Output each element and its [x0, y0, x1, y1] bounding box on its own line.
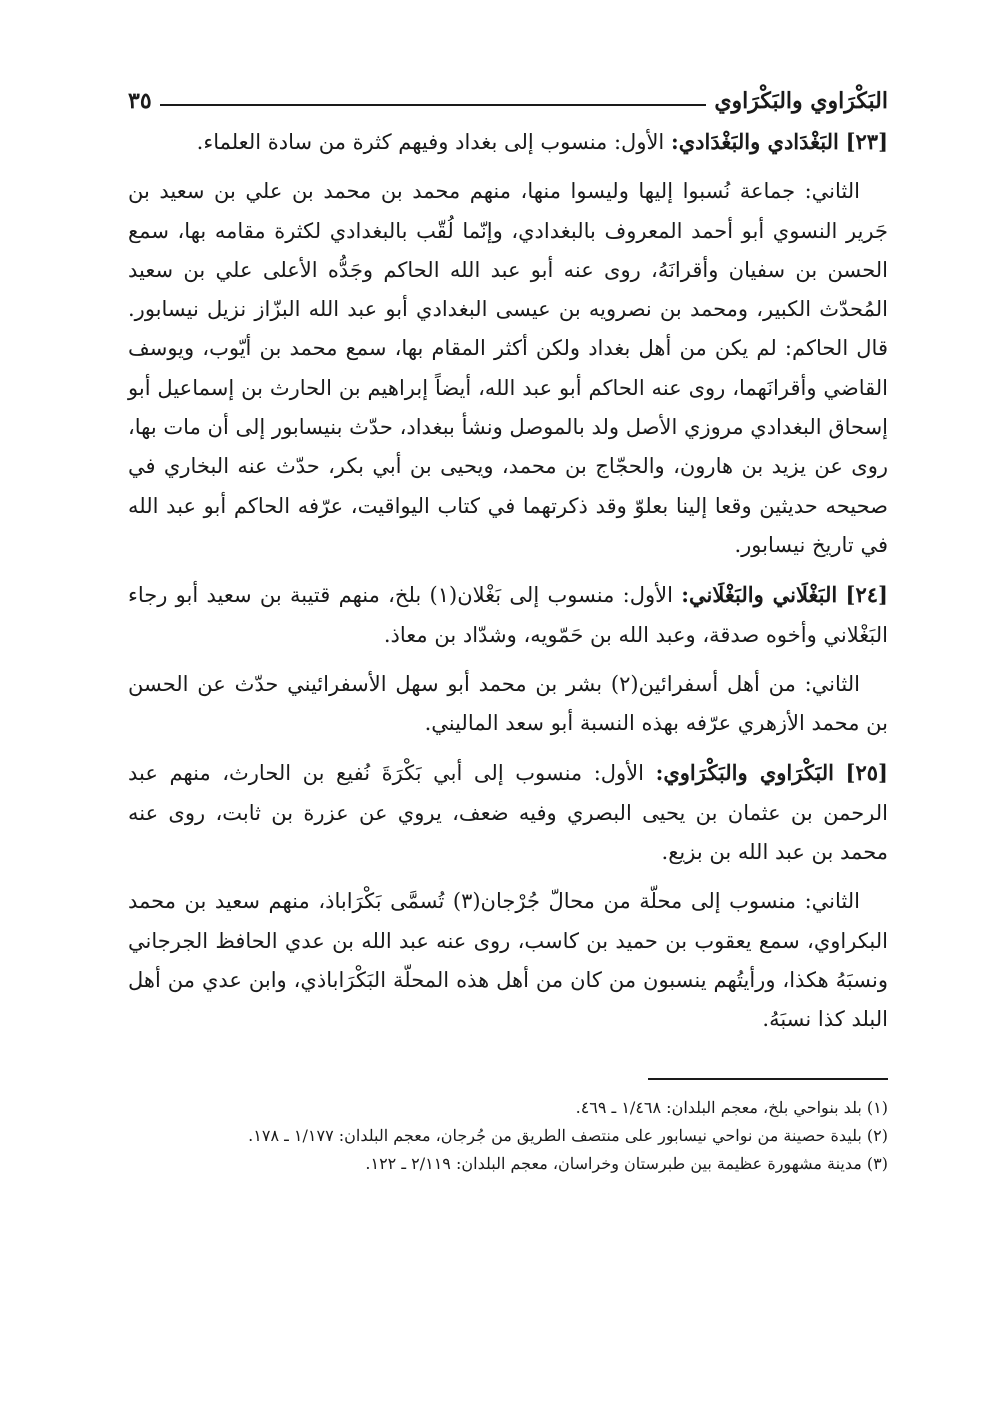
footnote-1: (١) بلد بنواحي بلخ، معجم البلدان: ١/٤٦٨ ـ ٤٦٩. [575, 1097, 888, 1117]
page-number: ٣٥ [128, 88, 152, 114]
entry-title: البَكْرَاوي والبَكْرَاوي: [655, 760, 834, 786]
entry-23 [128, 122, 888, 162]
footnote-3: (٣) مدينة مشهورة عظيمة بين طبرستان وخراسان، معجم البلدان: ٢/١١٩ ـ ١٢٢. [365, 1153, 888, 1173]
page-body [128, 122, 888, 1040]
entry-24-second: الثاني: من أهل أسفرائين(٢) بشر بن محمد أبو سهل الأسفرائيني حدّث عن الحسن بن محمد الأزهري عرّفه بهذه النسبة أبو سعد الماليني. [128, 671, 888, 736]
entry-first-text: الأول: منسوب إلى بَغْلان(١) بلخ، منهم قتيبة بن سعيد أبو رجاء البَغْلاني وأخوه صدقة، وعبد الله بن حَمّويه، وشدّاد بن معاذ. [128, 583, 888, 647]
entry-23-second: الثاني: جماعة نُسبوا إليها وليسوا منها، منهم محمد بن محمد بن علي بن سعيد بن جَرير النسوي أبو أحمد المعروف بالبغدادي، وإنّما لُقّب بالبغدادي لكثرة مقامه بها، سمع الحسن بن سفيان وأقرانَهُ، روى عنه أبو عبد الله الحاكم وجَدُّه الأعلى علي بن سعيد المُحدّث الكبير، ومحمد بن نصرويه بن عيسى البغدادي أبو عبد الله البزّاز نزيل نيسابور. قال الحاكم: لم يكن من أهل بغداد ولكن أكثر المقام بها، سمع محمد بن أيّوب، ويوسف القاضي وأقرانَهما، روى عنه الحاكم أبو عبد الله، أيضاً إبراهيم بن الحارث بن إسماعيل أبو إسحاق البغدادي مروزي الأصل ولد بالموصل ونشأ ببغداد، حدّث بنيسابور إلى أن مات بها، روى عن يزيد بن هارون، والحجّاج بن محمد، ويحيى بن أبي بكر، حدّث عنه البخاري في صحيحه حديثين وقعا إلينا بعلوّ وقد ذكرتهما في كتاب اليواقيت، عرّفه الحاكم أبو عبد الله في تاريخ نيسابور. [128, 179, 888, 557]
running-header [128, 80, 888, 114]
entry-25-second: الثاني: منسوب إلى محلّة من محالّ جُرْجان(٣) تُسمَّى بَكْرَاباذ، منهم سعيد بن محمد البكراوي، سمع يعقوب بن حميد بن كاسب، روى عنه عبد الله بن عدي الحافظ الجرجاني ونسبَهُ هكذا، ورأيتُهم ينسبون من كان من أهل هذه المحلّة البَكْرَاباذي، وابن عدي من أهل البلد كذا نسبَهُ. [128, 889, 888, 1032]
footnote-rule [648, 1078, 888, 1080]
footnotes [128, 1094, 888, 1178]
header-rule [160, 104, 707, 106]
entry-25 [128, 753, 888, 872]
entry-number: [٢٣] [845, 129, 888, 154]
entry-title: البَغْدَادي والبَغْدَادي: [670, 129, 839, 154]
entry-number: [٢٤] [845, 582, 888, 608]
entry-title: البَغْلَاني والبَغْلَاني: [681, 582, 838, 608]
entry-24 [128, 575, 888, 655]
page [128, 80, 888, 1178]
running-title: البَكْرَاوي والبَكْرَاوي [714, 88, 888, 114]
entry-first-text: الأول: منسوب إلى بغداد وفيهم كثرة من سادة العلماء. [196, 130, 665, 154]
entry-first-text: الأول: منسوب إلى أبي بَكْرَةَ نُفيع بن الحارث، منهم عبد الرحمن بن عثمان بن يحيى البصري وفيه ضعف، يروي عن عزرة بن ثابت، روى عنه محمد بن عبد الله بن بزيع. [128, 761, 888, 865]
entry-number: [٢٥] [845, 760, 888, 786]
footnote-2: (٢) بليدة حصينة من نواحي نيسابور على منتصف الطريق من جُرجان، معجم البلدان: ١/١٧٧ ـ ١٧٨. [248, 1125, 888, 1145]
